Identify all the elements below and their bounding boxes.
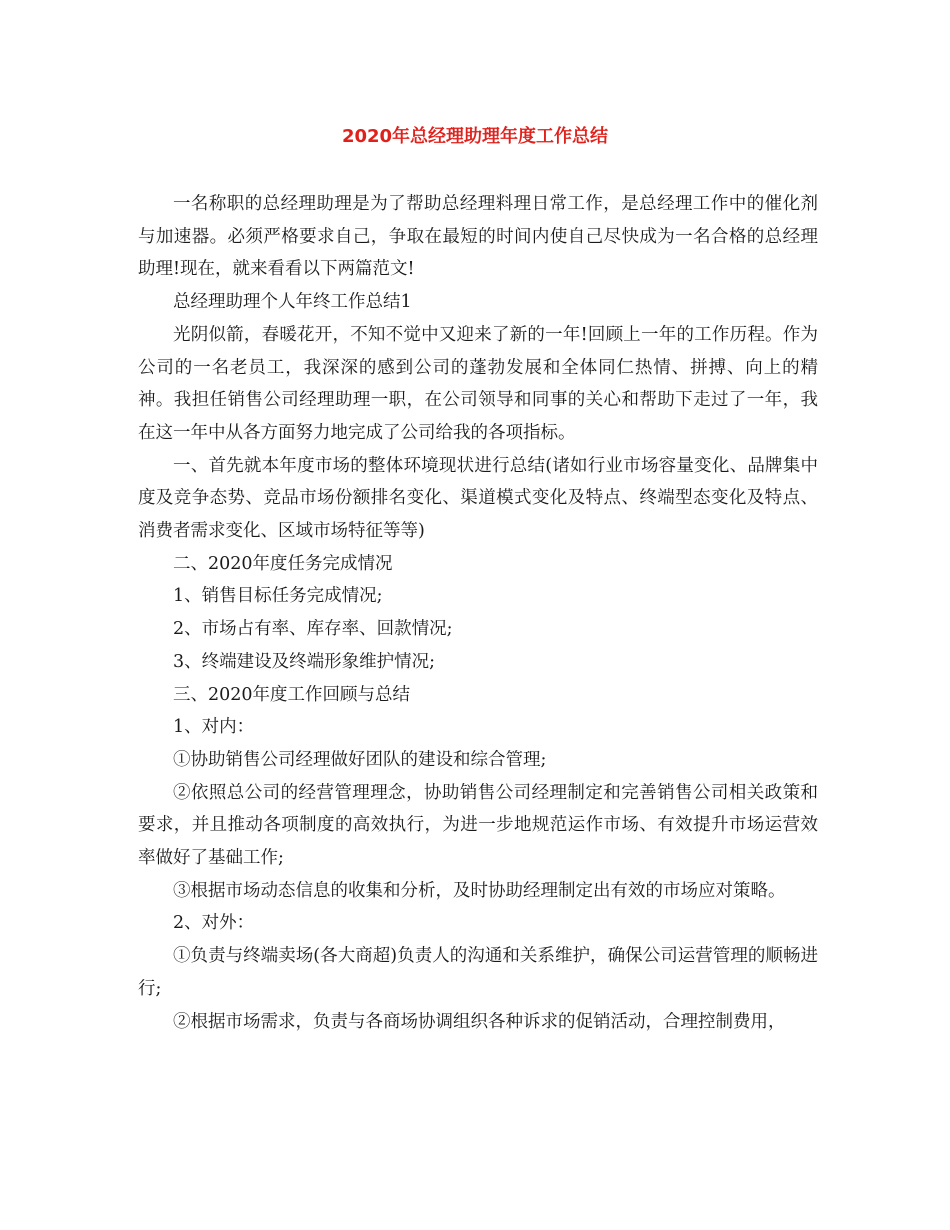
paragraph-internal-2: ②依照总公司的经营管理理念，协助销售公司经理制定和完善销售公司相关政策和要求，并且推动各项制度的高效执行，为进一步地规范运作市场、有效提升市场运营效率做好了基础工作; <box>138 782 818 869</box>
document-body <box>138 188 818 1038</box>
paragraph-subitem-1: 1、销售目标任务完成情况; <box>173 586 383 607</box>
paragraph-item-2: 二、2020年度任务完成情况 <box>173 553 393 574</box>
paragraph-item-1: 一、首先就本年度市场的整体环境现状进行总结(诸如行业市场容量变化、品牌集中度及竞争态势、竞品市场份额排名变化、渠道模式变化及特点、终端型态变化及特点、消费者需求变化、区域市场特征等等) <box>138 455 818 542</box>
paragraph-external-2: ②根据市场需求，负责与各商场协调组织各种诉求的促销活动，合理控制费用， <box>173 1011 786 1032</box>
paragraph-section-heading: 总经理助理个人年终工作总结1 <box>173 292 412 313</box>
paragraph-external: 2、对外： <box>173 913 255 934</box>
paragraph-subitem-2: 2、市场占有率、库存率、回款情况; <box>173 619 453 640</box>
paragraph-internal-1: ①协助销售公司经理做好团队的建设和综合管理; <box>173 749 547 770</box>
paragraph-item-3: 三、2020年度工作回顾与总结 <box>173 684 411 705</box>
paragraph-subitem-3: 3、终端建设及终端形象维护情况; <box>173 651 436 672</box>
document-title: 2020年总经理助理年度工作总结 <box>341 126 609 147</box>
paragraph-internal: 1、对内： <box>173 717 255 738</box>
paragraph-intro: 一名称职的总经理助理是为了帮助总经理料理日常工作，是总经理工作中的催化剂与加速器。必须严格要求自己，争取在最短的时间内使自己尽快成为一名合格的总经理助理!现在，就来看看以下两篇范文! <box>138 194 818 280</box>
paragraph-internal-3: ③根据市场动态信息的收集和分析，及时协助经理制定出有效的市场应对策略。 <box>173 880 786 901</box>
paragraph-review: 光阴似箭，春暖花开，不知不觉中又迎来了新的一年!回顾上一年的工作历程。作为公司的一名老员工，我深深的感到公司的蓬勃发展和全体同仁热情、拼搏、向上的精神。我担任销售公司经理助理一职，在公司领导和同事的关心和帮助下走过了一年，我在这一年中从各方面努力地完成了公司给我的各项指标。 <box>138 324 818 443</box>
paragraph-external-1: ①负责与终端卖场(各大商超)负责人的沟通和关系维护，确保公司运营管理的顺畅进行; <box>138 946 818 999</box>
